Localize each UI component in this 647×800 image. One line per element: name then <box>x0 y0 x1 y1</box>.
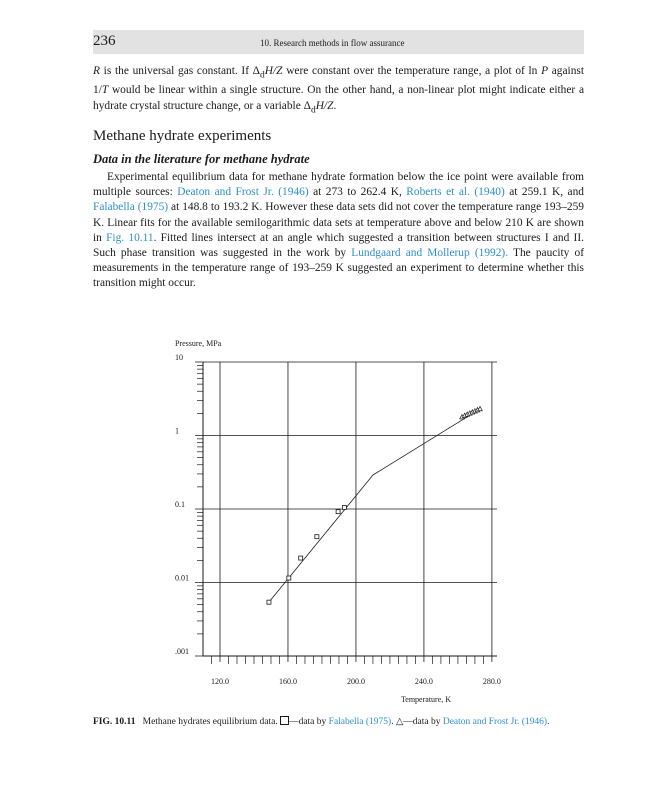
subsection-heading: Data in the literature for methane hydrate <box>93 152 310 166</box>
text: H/Z <box>264 65 283 77</box>
x-tick-label: 160.0 <box>278 677 297 686</box>
text: . <box>333 99 337 112</box>
citation-link-falabella[interactable]: Falabella (1975) <box>93 201 169 214</box>
text: Experimental equilibrium data for methane hydrate formation below the ice point were available from multiple sources: <box>93 171 584 199</box>
text: d <box>310 104 316 115</box>
citation-link-deaton[interactable]: Deaton and Frost Jr. (1946) <box>177 186 309 199</box>
y-tick-label: 10 <box>175 353 183 362</box>
caption-link-deaton[interactable]: Deaton and Frost Jr. (1946) <box>442 717 548 727</box>
x-tick-label: 120.0 <box>210 677 229 686</box>
text: Methane hydrates equilibrium data. <box>142 717 278 727</box>
text: P <box>541 65 549 77</box>
text: were constant over the temperature range, a plot of ln <box>282 65 542 77</box>
citation-link-roberts[interactable]: Roberts et al. (1940) <box>406 186 505 199</box>
x-tick-label: 280.0 <box>482 677 501 686</box>
text: —data by <box>289 717 327 727</box>
running-head: 10. Research methods in flow assurance <box>260 38 405 48</box>
text: is the universal gas constant. If Δ <box>99 65 261 77</box>
figure-link[interactable]: Fig. 10.11 <box>106 231 154 244</box>
falabella-data-point <box>299 556 303 560</box>
falabella-data-point <box>315 535 319 539</box>
x-tick-label: 200.0 <box>346 677 365 686</box>
citation-link-lundgaard[interactable]: Lundgaard and Mollerup (1992). <box>351 247 509 260</box>
text: d <box>260 70 265 81</box>
caption-label: FIG. 10.11 <box>93 717 136 727</box>
text: —data by <box>403 717 441 727</box>
text: R <box>93 65 100 77</box>
x-tick-label: 240.0 <box>414 677 433 686</box>
falabella-data-point <box>336 510 340 514</box>
figure-caption <box>93 716 584 729</box>
falabella-data-point <box>267 600 271 604</box>
page-number: 236 <box>93 33 116 49</box>
y-tick-label: 0.1 <box>175 500 185 509</box>
falabella-data-point <box>342 505 346 509</box>
y-tick-label: .001 <box>175 647 189 656</box>
y-axis-label: Pressure, MPa <box>175 339 222 348</box>
text: at 148.8 to 193.2 K. However these data sets did not cover the temperature range 193–259 K. Linear fits for the available semilogarithmic data sets at temperature above and below 210 K are shown in <box>93 201 585 244</box>
text: . <box>547 717 550 727</box>
caption-link-falabella[interactable]: Falabella (1975) <box>328 717 392 727</box>
text: . Fitted lines intersect at an angle which suggested a transition between structures I and II. Such phase transition was suggested in the work by <box>93 231 584 260</box>
text: T <box>101 84 109 97</box>
triangle-marker-icon: △ <box>395 717 404 727</box>
square-marker-icon <box>280 716 289 725</box>
text: at 259.1 K, and <box>504 186 584 199</box>
y-tick-label: 0.01 <box>175 573 189 583</box>
x-axis-label: Temperature, K <box>400 695 452 704</box>
text: at 273 to 262.4 K, <box>308 186 407 199</box>
falabella-data-point <box>287 576 291 580</box>
text: against 1/ <box>93 65 584 97</box>
text: H/Z <box>315 99 334 112</box>
text: . <box>391 717 394 727</box>
text: would be linear within a single structure. On the other hand, a non-linear plot might indicate either a hydrate crystal structure change, or a variable Δ <box>93 84 584 112</box>
text: The paucity of measurements in the temperature range of 193–259 K suggested an experiment to determine whether this transition might occur. <box>93 247 585 290</box>
y-tick-label: 1 <box>175 426 179 436</box>
section-heading: Methane hydrate experiments <box>93 128 272 144</box>
fit-line <box>269 475 373 602</box>
